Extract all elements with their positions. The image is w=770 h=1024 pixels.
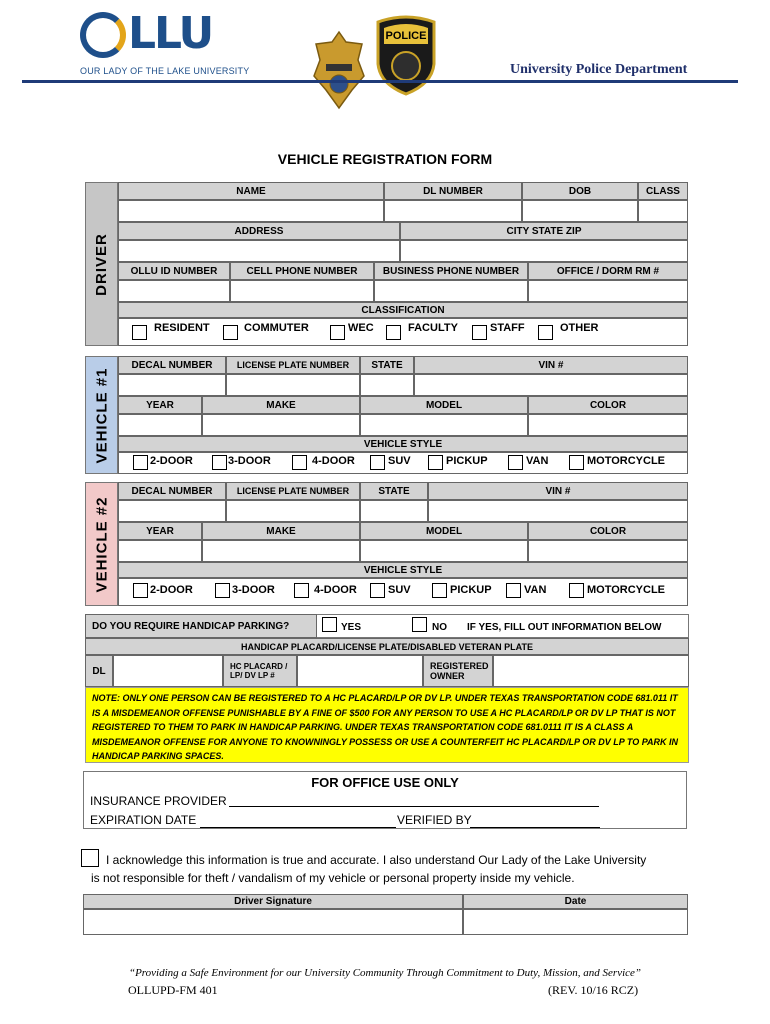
v1-color-field[interactable] — [528, 414, 688, 436]
class-field[interactable] — [638, 200, 688, 222]
v1-van-checkbox[interactable] — [508, 455, 523, 470]
v2-year-header: YEAR — [118, 522, 202, 540]
v1-vin-header: VIN # — [414, 356, 688, 374]
v1-motorcycle-label: MOTORCYCLE — [587, 455, 666, 467]
v1-3door-checkbox[interactable] — [212, 455, 227, 470]
logo-text: LLU — [128, 8, 213, 59]
v1-make-field[interactable] — [202, 414, 360, 436]
v2-3door-label: 3-DOOR — [232, 584, 275, 596]
footer-motto: “Providing a Safe Environment for our University Community Through Commitment to Duty, Mission, and Service” — [128, 967, 642, 979]
v2-color-header: COLOR — [528, 522, 688, 540]
v1-plate-header: LICENSE PLATE NUMBER — [226, 356, 360, 374]
name-field[interactable] — [118, 200, 384, 222]
v2-state-header: STATE — [360, 482, 428, 500]
v1-model-field[interactable] — [360, 414, 528, 436]
v1-pickup-label: PICKUP — [446, 455, 488, 467]
acknowledge-checkbox[interactable] — [81, 849, 99, 867]
wec-checkbox[interactable] — [330, 325, 345, 340]
v1-suv-checkbox[interactable] — [370, 455, 385, 470]
office-dorm-field[interactable] — [528, 280, 688, 302]
v2-van-label: VAN — [524, 584, 547, 596]
v2-2door-label: 2-DOOR — [150, 584, 193, 596]
resident-label: RESIDENT — [154, 322, 210, 334]
other-label: OTHER — [560, 322, 599, 334]
hc-placard-label: HC PLACARD / LP/ DV LP # — [223, 655, 297, 687]
v1-pickup-checkbox[interactable] — [428, 455, 443, 470]
v2-model-header: MODEL — [360, 522, 528, 540]
patch-text: POLICE — [385, 30, 427, 42]
office-dorm-header: OFFICE / DORM RM # — [528, 262, 688, 280]
form-id: OLLUPD-FM 401 — [128, 983, 218, 997]
v1-motorcycle-checkbox[interactable] — [569, 455, 584, 470]
v1-van-label: VAN — [526, 455, 549, 467]
v1-suv-label: SUV — [388, 455, 411, 467]
commuter-checkbox[interactable] — [223, 325, 238, 340]
faculty-checkbox[interactable] — [386, 325, 401, 340]
driver-section-label: DRIVER — [85, 182, 118, 346]
v1-2door-checkbox[interactable] — [133, 455, 148, 470]
verified-label: VERIFIED BY — [397, 813, 472, 827]
handicap-instruction: IF YES, FILL OUT INFORMATION BELOW — [467, 622, 662, 633]
office-title: FOR OFFICE USE ONLY — [311, 775, 459, 790]
v2-plate-header: LICENSE PLATE NUMBER — [226, 482, 360, 500]
v2-make-header: MAKE — [202, 522, 360, 540]
staff-checkbox[interactable] — [472, 325, 487, 340]
v2-2door-checkbox[interactable] — [133, 583, 148, 598]
v2-year-field[interactable] — [118, 540, 202, 562]
v2-van-checkbox[interactable] — [506, 583, 521, 598]
wec-label: WEC — [348, 322, 374, 334]
cell-phone-header: CELL PHONE NUMBER — [230, 262, 374, 280]
vehicle2-section-label: VEHICLE #2 — [85, 482, 118, 606]
dl-number-field[interactable] — [384, 200, 522, 222]
verified-field[interactable] — [470, 827, 600, 828]
insurance-label: INSURANCE PROVIDER — [90, 794, 227, 808]
ollu-id-header: OLLU ID NUMBER — [118, 262, 230, 280]
faculty-label: FACULTY — [408, 322, 458, 334]
city-state-zip-field[interactable] — [400, 240, 688, 262]
v2-vin-header: VIN # — [428, 482, 688, 500]
business-phone-field[interactable] — [374, 280, 528, 302]
v1-vin-field[interactable] — [414, 374, 688, 396]
expiration-label: EXPIRATION DATE — [90, 813, 197, 827]
cell-phone-field[interactable] — [230, 280, 374, 302]
handicap-no-checkbox[interactable] — [412, 617, 427, 632]
acknowledge-line1: I acknowledge this information is true and accurate. I also understand Our Lady of the Lake University — [106, 853, 647, 867]
insurance-field[interactable] — [229, 806, 599, 807]
v2-4door-label: 4-DOOR — [314, 584, 357, 596]
staff-label: STAFF — [490, 322, 525, 334]
class-header: CLASS — [638, 182, 688, 200]
v1-decal-field[interactable] — [118, 374, 226, 396]
form-title: VEHICLE REGISTRATION FORM — [277, 151, 493, 167]
v2-decal-header: DECAL NUMBER — [118, 482, 226, 500]
dl-label: DL — [85, 655, 113, 687]
handicap-yes-label: YES — [341, 622, 362, 633]
placard-header: HANDICAP PLACARD/LICENSE PLATE/DISABLED VETERAN PLATE — [85, 638, 689, 655]
v2-suv-label: SUV — [388, 584, 411, 596]
v2-state-field[interactable] — [360, 500, 428, 522]
city-state-zip-header: CITY STATE ZIP — [400, 222, 688, 240]
address-field[interactable] — [118, 240, 400, 262]
police-badge-icon — [312, 30, 366, 110]
v2-model-field[interactable] — [360, 540, 528, 562]
v2-make-field[interactable] — [202, 540, 360, 562]
driver-signature-header: Driver Signature — [83, 894, 463, 909]
handicap-yes-checkbox[interactable] — [322, 617, 337, 632]
v1-style-header: VEHICLE STYLE — [118, 436, 688, 452]
v2-pickup-label: PICKUP — [450, 584, 492, 596]
v1-3door-label: 3-DOOR — [228, 455, 271, 467]
hc-dl-field[interactable] — [113, 655, 223, 687]
v1-year-header: YEAR — [118, 396, 202, 414]
header-rule — [22, 80, 738, 83]
v1-4door-label: 4-DOOR — [312, 455, 355, 467]
name-header: NAME — [118, 182, 384, 200]
handicap-question: DO YOU REQUIRE HANDICAP PARKING? — [85, 614, 317, 638]
v1-color-header: COLOR — [528, 396, 688, 414]
other-checkbox[interactable] — [538, 325, 553, 340]
dl-number-header: DL NUMBER — [384, 182, 522, 200]
business-phone-header: BUSINESS PHONE NUMBER — [374, 262, 528, 280]
v2-plate-field[interactable] — [226, 500, 360, 522]
commuter-label: COMMUTER — [244, 322, 309, 334]
revision: (REV. 10/16 RCZ) — [548, 983, 639, 997]
expiration-field[interactable] — [200, 827, 396, 828]
v2-motorcycle-label: MOTORCYCLE — [587, 584, 666, 596]
driver-signature-field[interactable] — [83, 909, 463, 935]
dob-header: DOB — [522, 182, 638, 200]
hc-placard-field[interactable] — [297, 655, 423, 687]
v2-4door-checkbox[interactable] — [294, 583, 309, 598]
department-name: University Police Department — [510, 62, 688, 77]
legal-note: NOTE: ONLY ONE PERSON CAN BE REGISTERED TO A HC PLACARD/LP OR DV LP. UNDER TEXAS TRANSPORTATION CODE 681.011 IT IS A MISDEMEANOR OFFENSE PUNISHABLE BY A FINE OF $500 FOR ANY PERSON TO USE A HC PLACARD/LP OR DV LP THAT IS NOT REGISTERED TO THEM TO PARK IN HANDICAP PARKING. UNDER TEXAS TRANSPORTATION CODE 681.0111 IT IS A CLASS A MISDEMEANOR OFFENSE FOR ANYONE TO KNOWNINGLY POSSESS OR USE A COUNTERFEIT HC PLACARD/LP OR DV LP TO PARK IN HANDICAP PARKING SPACES. — [85, 687, 689, 763]
v2-motorcycle-checkbox[interactable] — [569, 583, 584, 598]
v2-vin-field[interactable] — [428, 500, 688, 522]
acknowledge-line2: is not responsible for theft / vandalism of my vehicle or personal property inside my vehicle. — [91, 871, 575, 885]
classification-header: CLASSIFICATION — [118, 302, 688, 318]
address-header: ADDRESS — [118, 222, 400, 240]
v2-pickup-checkbox[interactable] — [432, 583, 447, 598]
vehicle1-section-label: VEHICLE #1 — [85, 356, 118, 474]
v1-4door-checkbox[interactable] — [292, 455, 307, 470]
v1-model-header: MODEL — [360, 396, 528, 414]
v1-decal-header: DECAL NUMBER — [118, 356, 226, 374]
ollu-id-field[interactable] — [118, 280, 230, 302]
v1-plate-field[interactable] — [226, 374, 360, 396]
v1-state-header: STATE — [360, 356, 414, 374]
handicap-no-label: NO — [432, 622, 447, 633]
v1-make-header: MAKE — [202, 396, 360, 414]
v2-decal-field[interactable] — [118, 500, 226, 522]
v1-state-field[interactable] — [360, 374, 414, 396]
v2-suv-checkbox[interactable] — [370, 583, 385, 598]
registered-owner-field[interactable] — [493, 655, 689, 687]
date-field[interactable] — [463, 909, 688, 935]
logo-o-mark — [80, 12, 126, 58]
v2-color-field[interactable] — [528, 540, 688, 562]
logo-subtitle: OUR LADY OF THE LAKE UNIVERSITY — [80, 66, 250, 76]
registered-owner-label: REGISTERED OWNER — [423, 655, 493, 687]
v2-style-header: VEHICLE STYLE — [118, 562, 688, 578]
v2-3door-checkbox[interactable] — [215, 583, 230, 598]
v1-year-field[interactable] — [118, 414, 202, 436]
date-header: Date — [463, 894, 688, 909]
resident-checkbox[interactable] — [132, 325, 147, 340]
dob-field[interactable] — [522, 200, 638, 222]
v1-2door-label: 2-DOOR — [150, 455, 193, 467]
police-patch-icon — [374, 14, 438, 96]
